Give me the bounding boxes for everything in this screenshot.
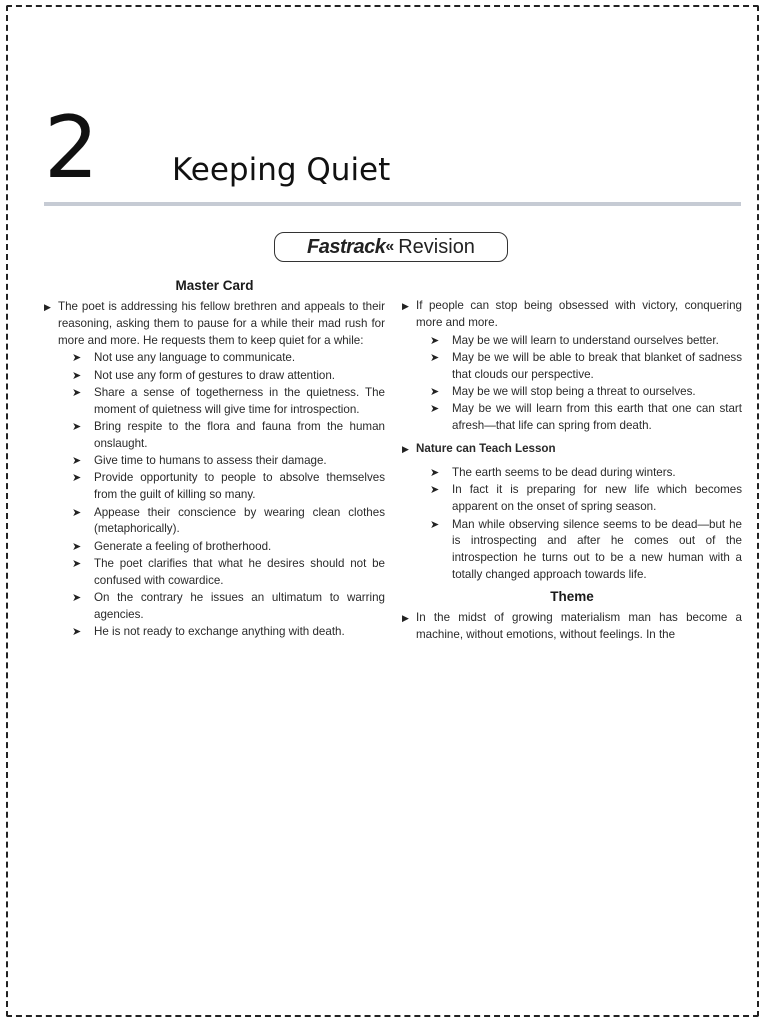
may-be-list bbox=[430, 333, 742, 435]
theme-text: In the midst of growing materialism man has become a machine, without emotions, without feelings. In the bbox=[416, 610, 742, 641]
nature-subheading bbox=[402, 441, 742, 458]
list-item: ➤ The earth seems to be dead during winters. bbox=[430, 465, 742, 482]
arrow-bullet-icon: ➤ bbox=[72, 540, 82, 553]
list-item: ➤ The poet clarifies that what he desires should not be confused with cowardice. bbox=[72, 556, 385, 587]
title-divider bbox=[44, 202, 741, 206]
arrow-bullet-icon: ➤ bbox=[430, 518, 440, 531]
fastrack-revision-badge bbox=[274, 232, 508, 262]
list-item: ➤ May be we will stop being a threat to ourselves. bbox=[430, 384, 742, 401]
chapter-number: 2 bbox=[44, 98, 97, 198]
list-item: ➤ Man while observing silence seems to be dead—but he is introspecting and after he comes out of the introspection he turns out to be a new human with a totally changed approach towards life. bbox=[430, 517, 742, 581]
arrow-bullet-icon: ➤ bbox=[72, 386, 82, 399]
arrow-bullet-icon: ➤ bbox=[72, 472, 82, 485]
arrow-bullet-icon: ➤ bbox=[72, 455, 82, 468]
list-item: ➤ May be we will learn to understand ourselves better. bbox=[430, 333, 742, 350]
triangle-bullet-icon: ▶ bbox=[44, 302, 51, 312]
list-item: ➤ Provide opportunity to people to absolve themselves from the guilt of killing so many. bbox=[72, 471, 385, 502]
intro-text: If people can stop being obsessed with victory, conquering more and more. bbox=[416, 299, 742, 329]
arrow-bullet-icon: ➤ bbox=[72, 506, 82, 519]
arrow-bullet-icon: ➤ bbox=[430, 467, 440, 480]
triangle-bullet-icon: ▶ bbox=[402, 612, 409, 623]
list-item: ➤ Not use any form of gestures to draw attention. bbox=[72, 368, 385, 385]
arrow-bullet-icon: ➤ bbox=[430, 351, 440, 364]
badge-brand: Fastrack bbox=[307, 235, 386, 258]
list-item: ➤ Give time to humans to assess their damage. bbox=[72, 453, 385, 470]
victory-intro bbox=[402, 298, 742, 332]
arrow-bullet-icon: ➤ bbox=[72, 557, 82, 570]
list-item: ➤ Generate a feeling of brotherhood. bbox=[72, 539, 385, 556]
master-card-heading: Master Card bbox=[175, 278, 254, 293]
master-card-list bbox=[72, 350, 385, 641]
list-item: ➤ In fact it is preparing for new life which becomes apparent on the onset of spring season. bbox=[430, 483, 742, 514]
left-column bbox=[44, 276, 385, 641]
list-item: ➤ Appease their conscience by wearing clean clothes (metaphorically). bbox=[72, 505, 385, 536]
arrow-bullet-icon: ➤ bbox=[72, 626, 82, 639]
theme-paragraph bbox=[402, 610, 742, 644]
list-item: ➤ Bring respite to the flora and fauna from the human onslaught. bbox=[72, 420, 385, 450]
right-column bbox=[402, 298, 742, 644]
badge-brand-mark: « bbox=[385, 238, 395, 255]
badge-label: Revision bbox=[398, 235, 475, 258]
arrow-bullet-icon: ➤ bbox=[430, 403, 440, 416]
master-card-intro bbox=[44, 299, 385, 349]
list-item: ➤ On the contrary he issues an ultimatum to warring agencies. bbox=[72, 591, 385, 621]
list-item: ➤ He is not ready to exchange anything with death. bbox=[72, 624, 385, 641]
triangle-bullet-icon: ▶ bbox=[402, 301, 409, 311]
list-item: ➤ May be we will learn from this earth that one can start afresh—that life can spring from death. bbox=[430, 402, 742, 433]
nature-list bbox=[430, 465, 742, 584]
theme-heading: Theme bbox=[550, 588, 594, 604]
intro-text: The poet is addressing his fellow brethren and appeals to their reasoning, asking them to pause for a while their mad rush for more and more. He requests them to keep quiet for a while: bbox=[58, 300, 385, 347]
triangle-bullet-icon: ▶ bbox=[402, 444, 409, 455]
chapter-title: Keeping Quiet bbox=[172, 152, 391, 188]
arrow-bullet-icon: ➤ bbox=[72, 592, 82, 605]
arrow-bullet-icon: ➤ bbox=[72, 352, 82, 365]
arrow-bullet-icon: ➤ bbox=[430, 334, 440, 347]
arrow-bullet-icon: ➤ bbox=[430, 385, 440, 398]
nature-heading: Nature can Teach Lesson bbox=[416, 442, 556, 456]
list-item: ➤ Not use any language to communicate. bbox=[72, 350, 385, 367]
arrow-bullet-icon: ➤ bbox=[72, 421, 82, 434]
list-item: ➤ Share a sense of togetherness in the quietness. The moment of quietness will give time for introspection. bbox=[72, 385, 385, 416]
arrow-bullet-icon: ➤ bbox=[72, 369, 82, 382]
list-item: ➤ May be we will be able to break that blanket of sadness that clouds our perspective. bbox=[430, 350, 742, 381]
arrow-bullet-icon: ➤ bbox=[430, 484, 440, 497]
